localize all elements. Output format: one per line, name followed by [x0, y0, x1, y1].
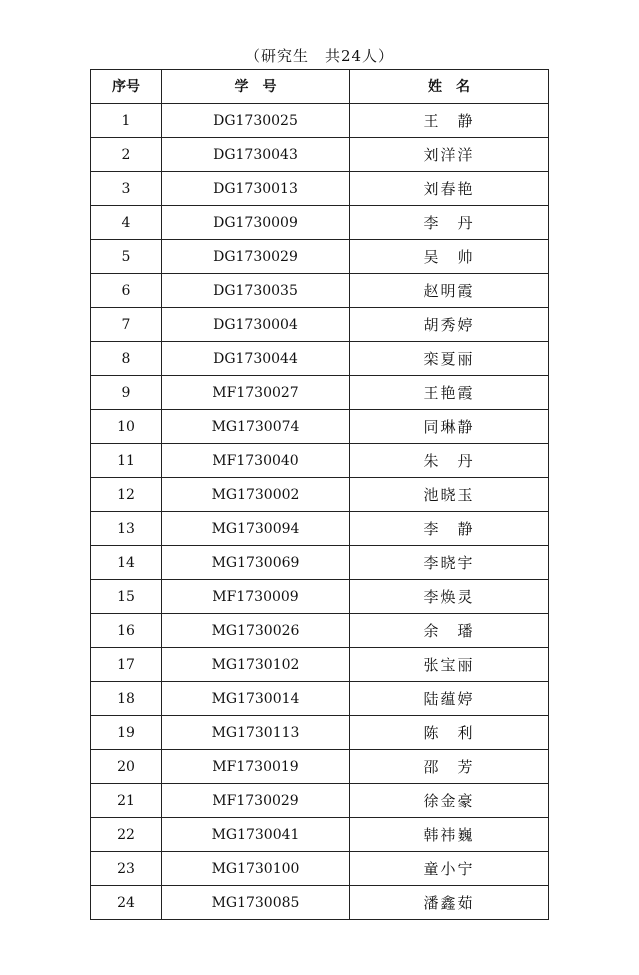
row-index-cell: 4 [91, 206, 162, 240]
row-name-cell: 陆蕴婷 [350, 682, 549, 716]
row-student-id-cell: MF1730040 [162, 444, 350, 478]
row-index-cell: 11 [91, 444, 162, 478]
row-student-id-cell: MF1730009 [162, 580, 350, 614]
table-row [91, 342, 549, 376]
table-row [91, 104, 549, 138]
table-row [91, 512, 549, 546]
row-student-id-cell: MG1730113 [162, 716, 350, 750]
table-row [91, 274, 549, 308]
row-index-cell: 19 [91, 716, 162, 750]
row-student-id-cell: MG1730041 [162, 818, 350, 852]
row-student-id-cell: MG1730100 [162, 852, 350, 886]
row-index-cell: 21 [91, 784, 162, 818]
row-student-id-cell: DG1730004 [162, 308, 350, 342]
row-student-id-cell: DG1730009 [162, 206, 350, 240]
row-index-cell: 14 [91, 546, 162, 580]
row-student-id-cell: MG1730002 [162, 478, 350, 512]
row-index-cell: 15 [91, 580, 162, 614]
row-name-cell: 李 丹 [350, 206, 549, 240]
table-row [91, 852, 549, 886]
row-index-cell: 23 [91, 852, 162, 886]
header-student-id: 学 号 [162, 70, 350, 104]
row-index-cell: 2 [91, 138, 162, 172]
row-name-cell: 吴 帅 [350, 240, 549, 274]
table-row [91, 886, 549, 920]
table-row [91, 444, 549, 478]
row-student-id-cell: MG1730074 [162, 410, 350, 444]
row-name-cell: 赵明霞 [350, 274, 549, 308]
table-body [91, 104, 549, 920]
table-row [91, 172, 549, 206]
row-name-cell: 刘洋洋 [350, 138, 549, 172]
table-row [91, 818, 549, 852]
table-row [91, 648, 549, 682]
row-student-id-cell: DG1730013 [162, 172, 350, 206]
row-index-cell: 8 [91, 342, 162, 376]
row-student-id-cell: MG1730069 [162, 546, 350, 580]
row-index-cell: 13 [91, 512, 162, 546]
table-row [91, 614, 549, 648]
table-row [91, 478, 549, 512]
table-row [91, 682, 549, 716]
table-row [91, 206, 549, 240]
table-row [91, 580, 549, 614]
row-student-id-cell: MG1730102 [162, 648, 350, 682]
row-name-cell: 王 静 [350, 104, 549, 138]
row-index-cell: 22 [91, 818, 162, 852]
row-student-id-cell: MG1730094 [162, 512, 350, 546]
row-index-cell: 3 [91, 172, 162, 206]
table-header-row [91, 70, 549, 104]
row-name-cell: 李晓宇 [350, 546, 549, 580]
row-student-id-cell: MG1730014 [162, 682, 350, 716]
row-name-cell: 李 静 [350, 512, 549, 546]
row-name-cell: 陈 利 [350, 716, 549, 750]
table-row [91, 750, 549, 784]
row-student-id-cell: MG1730085 [162, 886, 350, 920]
row-student-id-cell: DG1730029 [162, 240, 350, 274]
row-index-cell: 18 [91, 682, 162, 716]
row-index-cell: 9 [91, 376, 162, 410]
row-student-id-cell: MF1730029 [162, 784, 350, 818]
row-name-cell: 童小宁 [350, 852, 549, 886]
student-roster-table [90, 69, 549, 920]
table-row [91, 784, 549, 818]
row-name-cell: 张宝丽 [350, 648, 549, 682]
row-name-cell: 李焕灵 [350, 580, 549, 614]
row-index-cell: 6 [91, 274, 162, 308]
header-index: 序号 [91, 70, 162, 104]
row-name-cell: 王艳霞 [350, 376, 549, 410]
row-index-cell: 24 [91, 886, 162, 920]
row-index-cell: 1 [91, 104, 162, 138]
row-name-cell: 朱 丹 [350, 444, 549, 478]
table-row [91, 716, 549, 750]
row-student-id-cell: DG1730043 [162, 138, 350, 172]
row-student-id-cell: DG1730044 [162, 342, 350, 376]
row-index-cell: 7 [91, 308, 162, 342]
table-row [91, 376, 549, 410]
row-index-cell: 12 [91, 478, 162, 512]
row-student-id-cell: DG1730035 [162, 274, 350, 308]
table-row [91, 240, 549, 274]
row-name-cell: 潘鑫茹 [350, 886, 549, 920]
header-name: 姓 名 [350, 70, 549, 104]
row-name-cell: 栾夏丽 [350, 342, 549, 376]
row-name-cell: 胡秀婷 [350, 308, 549, 342]
row-index-cell: 10 [91, 410, 162, 444]
row-index-cell: 17 [91, 648, 162, 682]
row-name-cell: 徐金豪 [350, 784, 549, 818]
row-name-cell: 余 璠 [350, 614, 549, 648]
document-caption: （研究生 共24人） [244, 47, 395, 65]
row-name-cell: 刘春艳 [350, 172, 549, 206]
row-name-cell: 同琳静 [350, 410, 549, 444]
table-row [91, 308, 549, 342]
table-row [91, 410, 549, 444]
row-student-id-cell: MF1730019 [162, 750, 350, 784]
table-row [91, 138, 549, 172]
row-student-id-cell: MG1730026 [162, 614, 350, 648]
row-name-cell: 邵 芳 [350, 750, 549, 784]
row-student-id-cell: DG1730025 [162, 104, 350, 138]
table-row [91, 546, 549, 580]
row-index-cell: 5 [91, 240, 162, 274]
row-name-cell: 韩祎巍 [350, 818, 549, 852]
row-name-cell: 池晓玉 [350, 478, 549, 512]
row-index-cell: 20 [91, 750, 162, 784]
row-student-id-cell: MF1730027 [162, 376, 350, 410]
row-index-cell: 16 [91, 614, 162, 648]
